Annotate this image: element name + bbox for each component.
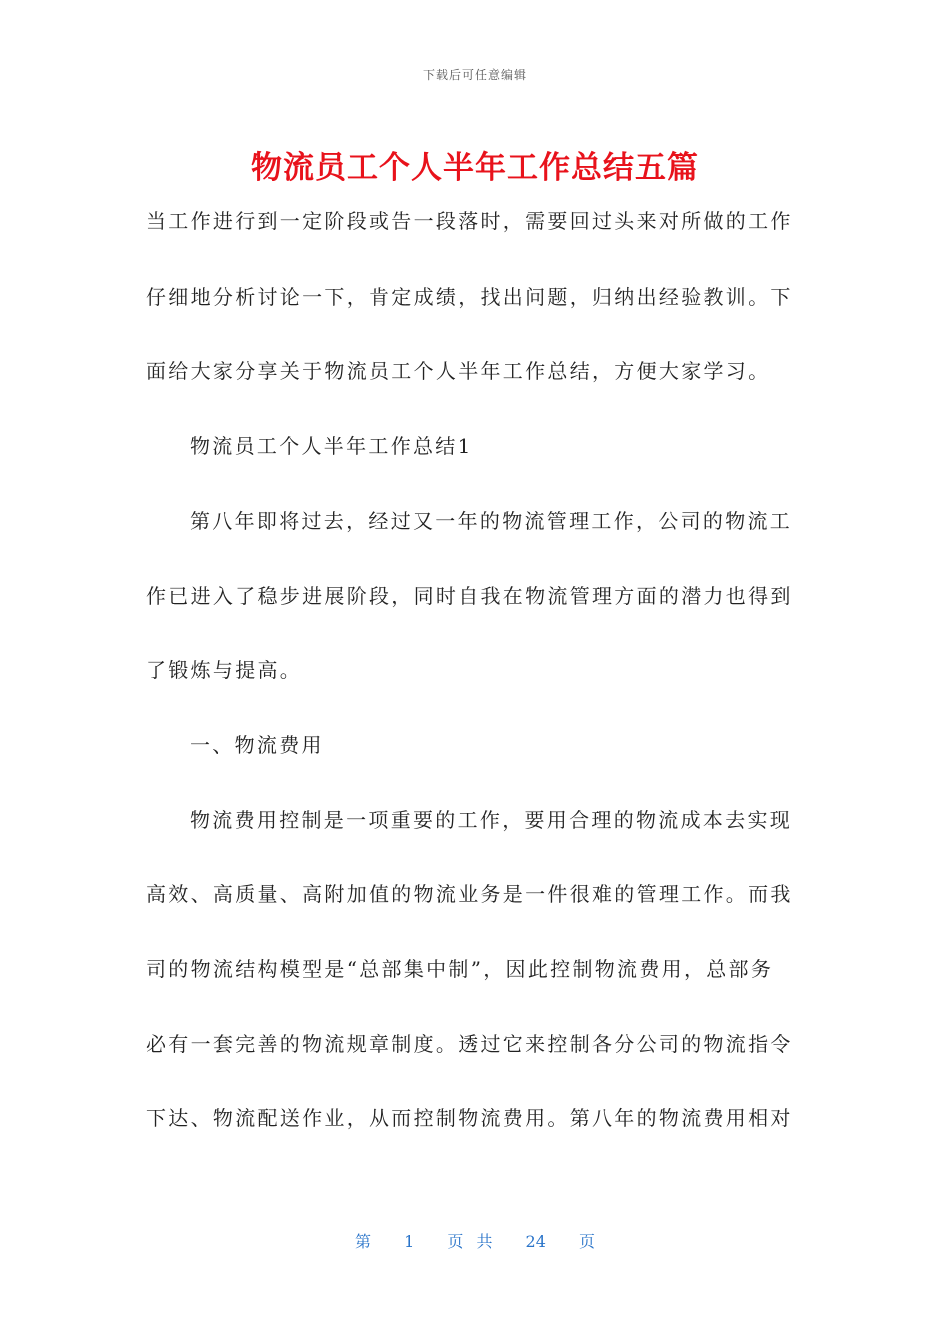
section-heading: 物流员工个人半年工作总结1 bbox=[190, 434, 473, 458]
footer-current-page: 1 bbox=[404, 1232, 415, 1251]
paragraph-line: 了锻炼与提高。 bbox=[146, 658, 303, 682]
paragraph-line: 司的物流结构模型是“总部集中制”，因此控制物流费用，总部务 bbox=[146, 957, 774, 981]
document-title: 物流员工个人半年工作总结五篇 bbox=[251, 150, 699, 186]
footer-label-di: 第 bbox=[354, 1232, 371, 1251]
footer-label-page-total: 页 共 bbox=[447, 1232, 493, 1251]
paragraph-line: 面给大家分享关于物流员工个人半年工作总结，方便大家学习。 bbox=[146, 359, 771, 383]
page-footer bbox=[0, 1229, 950, 1252]
footer-total-pages: 24 bbox=[525, 1232, 546, 1251]
subsection-heading: 一、物流费用 bbox=[190, 733, 324, 757]
paragraph-line: 当工作进行到一定阶段或告一段落时，需要回过头来对所做的工作 bbox=[146, 209, 793, 233]
paragraph-line: 仔细地分析讨论一下，肯定成绩，找出问题，归纳出经验教训。下 bbox=[146, 285, 793, 309]
paragraph-line: 高效、高质量、高附加值的物流业务是一件很难的管理工作。而我 bbox=[146, 882, 793, 906]
paragraph-line: 作已进入了稳步进展阶段，同时自我在物流管理方面的潜力也得到 bbox=[146, 584, 793, 608]
paragraph-line: 物流费用控制是一项重要的工作，要用合理的物流成本去实现 bbox=[190, 808, 793, 832]
paragraph-line: 第八年即将过去，经过又一年的物流管理工作，公司的物流工 bbox=[190, 509, 793, 533]
page-header-note: 下载后可任意编辑 bbox=[422, 68, 527, 82]
paragraph-line: 下达、物流配送作业，从而控制物流费用。第八年的物流费用相对 bbox=[146, 1106, 793, 1130]
paragraph-line: 必有一套完善的物流规章制度。透过它来控制各分公司的物流指令 bbox=[146, 1032, 793, 1056]
footer-label-ye: 页 bbox=[579, 1232, 596, 1251]
